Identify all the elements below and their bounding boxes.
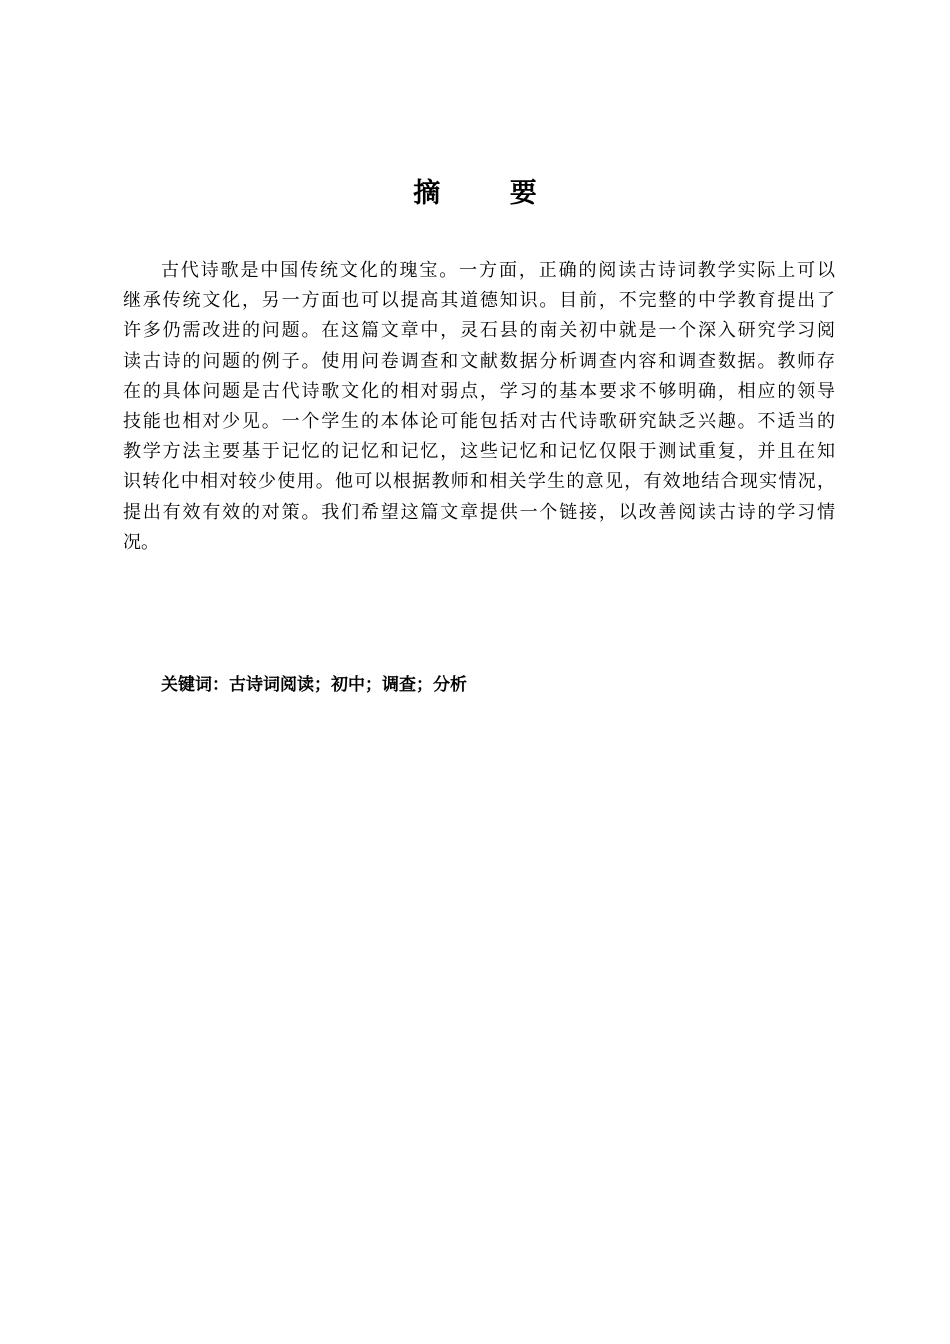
abstract-line: 读古诗的问题的例子。使用问卷调查和文献数据分析调查内容和调查数据。教师存 [123,350,835,372]
keywords-line: 关键词：古诗词阅读；初中；调查；分析 [161,675,467,695]
abstract-line: 在的具体问题是古代诗歌文化的相对弱点，学习的基本要求不够明确，相应的领导 [123,380,835,402]
abstract-line: 况。 [123,531,159,553]
abstract-body [123,256,835,558]
abstract-line: 技能也相对少见。一个学生的本体论可能包括对古代诗歌研究缺乏兴趣。不适当的 [123,411,835,433]
abstract-line: 许多仍需改进的问题。在这篇文章中，灵石县的南关初中就是一个深入研究学习阅 [123,320,835,342]
abstract-title: 摘 要 [413,178,567,209]
abstract-line: 古代诗歌是中国传统文化的瑰宝。一方面，正确的阅读古诗词教学实际上可以 [161,260,835,281]
abstract-line: 识转化中相对较少使用。他可以根据教师和相关学生的意见，有效地结合现实情况， [123,471,835,493]
abstract-line: 继承传统文化，另一方面也可以提高其道德知识。目前，不完整的中学教育提出了 [123,290,835,312]
abstract-line: 教学方法主要基于记忆的记忆和记忆，这些记忆和记忆仅限于测试重复，并且在知 [123,441,835,463]
abstract-line: 提出有效有效的对策。我们希望这篇文章提供一个链接，以改善阅读古诗的学习情 [123,501,835,523]
